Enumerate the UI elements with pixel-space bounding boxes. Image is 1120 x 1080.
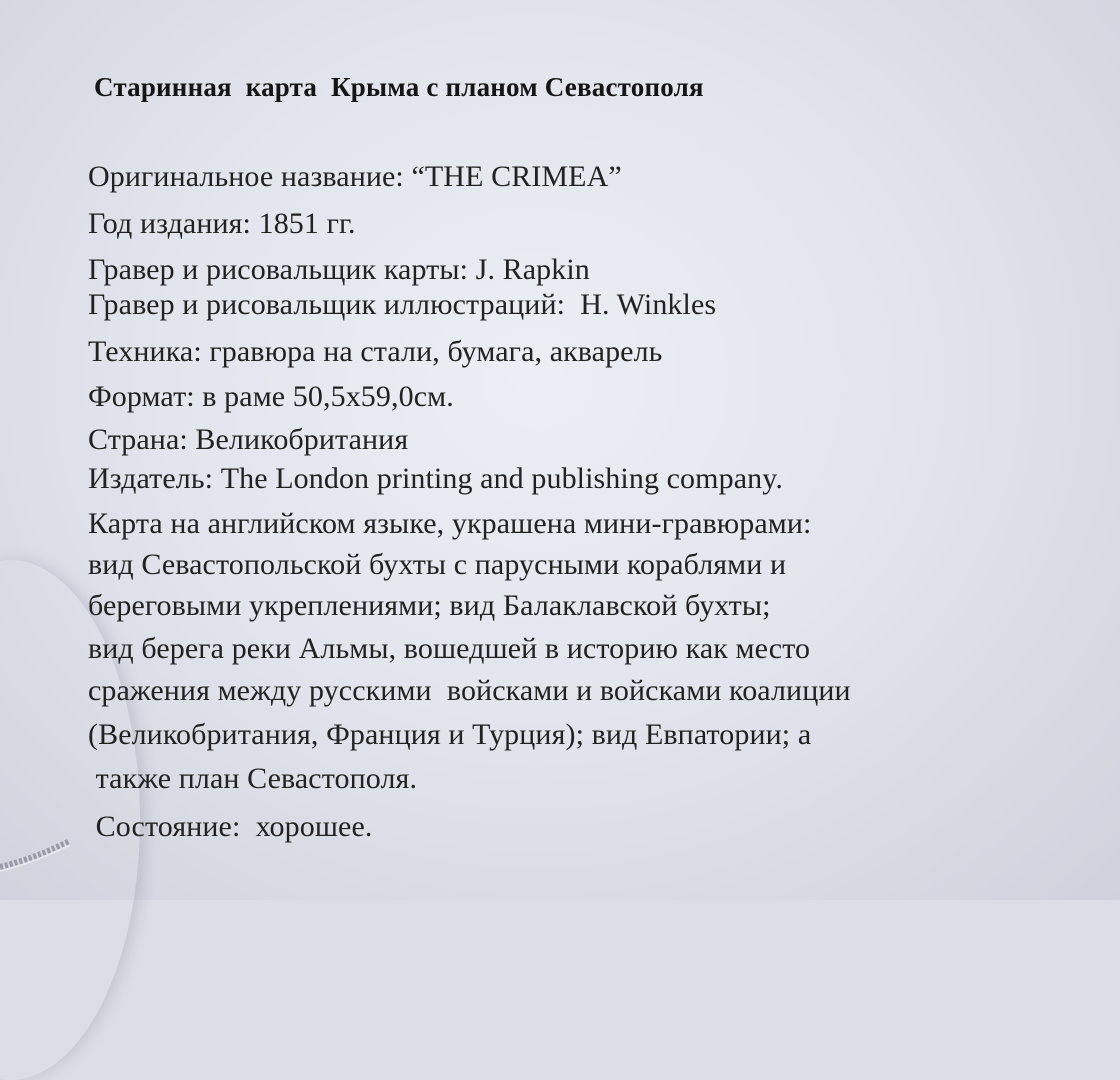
condition-line: Состояние: хорошее. [88,810,373,843]
format-line: Формат: в раме 50,5x59,0см. [88,380,454,413]
description-line: сражения между русскими войсками и войсками коалиции [88,674,851,707]
card-title: Старинная карта Крыма с планом Севастополя [94,72,704,102]
original-title-line: Оригинальное название: “THE CRIMEA” [88,160,622,193]
publication-year-line: Год издания: 1851 гг. [88,207,356,240]
description-line: вид берега реки Альмы, вошедшей в историю как место [88,632,811,665]
illustration-engraver-line: Гравер и рисовальщик иллюстраций: H. Winkles [88,288,717,321]
description-line: Карта на английском языке, украшена мини-гравюрами: [88,507,812,540]
country-line: Страна: Великобритания [88,423,409,456]
publisher-line: Издатель: The London printing and publishing company. [88,462,783,495]
description-line: (Великобритания, Франция и Турция); вид Евпатории; а [88,718,812,751]
description-line: вид Севастопольской бухты с парусными кораблями и [88,548,787,581]
technique-line: Техника: гравюра на стали, бумага, акварель [88,335,663,368]
description-line: также план Севастополя. [88,762,418,795]
description-line: береговыми укреплениями; вид Балаклавской бухты; [88,589,771,622]
map-engraver-line: Гравер и рисовальщик карты: J. Rapkin [88,253,590,286]
